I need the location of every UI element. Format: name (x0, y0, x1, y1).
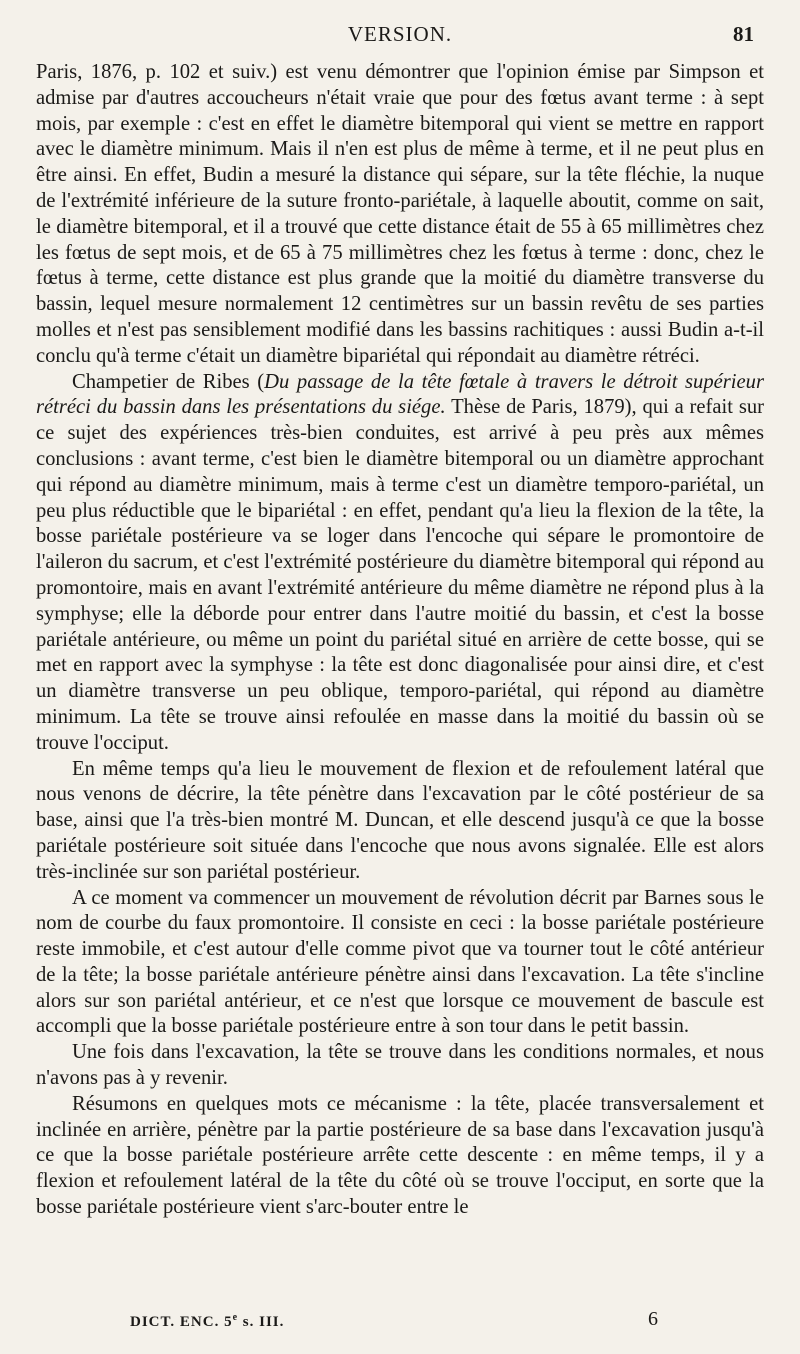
text-segment: A ce moment va commencer un mouvement de révolution décrit par Barnes sous le nom de courbe du faux promontoire. Il consiste en ceci : la bosse pariétale postérieure reste immobile, et c'est autour d'elle comme pivot que va tourner tout le côté antérieur de la tête; la bosse pariétale antérieure pénètre ainsi dans l'excavation. La tête s'incline alors sur son pariétal antérieur, et ce n'est que lorsque ce mouvement de bascule est accompli que la bosse pariétale postérieure entre à son tour dans le petit bassin. (36, 886, 764, 1038)
paragraph-6 (36, 1092, 764, 1221)
body-text (36, 60, 764, 1221)
sheet-number: 6 (648, 1308, 658, 1330)
printer-signature: DICT. ENC. 5e s. III. (130, 1312, 285, 1330)
paragraph-4 (36, 886, 764, 1041)
text-segment: En même temps qu'a lieu le mouvement de flexion et de refoulement latéral que nous venons de décrire, la tête pénètre dans l'excavation par le côté postérieur de sa base, ainsi que l'a très-bien montré M. Duncan, et elle descend jusqu'à ce que la bosse pariétale postérieure soit située dans l'encoche que nous avons signalée. Elle est alors très-inclinée sur son pariétal postérieur. (36, 757, 764, 883)
text-segment: Une fois dans l'excavation, la tête se trouve dans les conditions normales, et nous n'avons pas à y revenir. (36, 1041, 764, 1090)
text-segment: Champetier de Ribes ( (72, 370, 265, 393)
paragraph-5 (36, 1040, 764, 1092)
running-title: VERSION. (347, 22, 453, 46)
footer (0, 1308, 800, 1342)
paragraph-2 (36, 370, 764, 757)
thesis-title: Du passage de la tête fœtale à travers le détroit supérieur rétréci du bassin dans les présentations du siége. (36, 370, 764, 419)
running-head (0, 22, 800, 52)
paragraph-1 (36, 60, 764, 370)
paragraph-3 (36, 757, 764, 886)
text-segment: Thèse de Paris, 1879), qui a refait sur ce sujet des expériences très-bien conduites, est arrivé à peu près aux mêmes conclusions : avant terme, c'est bien le diamètre bitemporal ou un diamètre approchant qui répond au diamètre minimum, mais à terme c'est un diamètre temporo-pariétal, un peu plus réductible que le bipariétal : en effet, pendant qu'a lieu la flexion de la tête, la bosse pariétale postérieure va se loger dans l'encoche qui sépare le promontoire de l'aileron du sacrum, et c'est l'extrémité postérieure du diamètre bitemporal qui répond au promontoire, mais en avant l'extrémité antérieure du même diamètre ne répond plus à la symphyse; elle la déborde pour entrer dans l'autre moitié du bassin, et c'est la bosse pariétale antérieure, ou même un point du pariétal situé en arrière de cette bosse, qui se met en rapport avec la symphyse : la tête est donc diagonalisée pour ainsi dire, et c'est un diamètre transverse un peu oblique, temporo-pariétal, qui répond au diamètre minimum. La tête se trouve ainsi refoulée en masse dans la moitié du bassin où se trouve l'occiput. (36, 396, 764, 754)
page-number: 81 (733, 22, 754, 46)
text-segment: Paris, 1876, p. 102 et suiv.) est venu démontrer que l'opinion émise par Simpson et admise par d'autres accoucheurs n'était vraie que pour des fœtus avant terme : à sept mois, par exemple : c'est en effet le diamètre bitemporal qui vient se mettre en rapport avec le diamètre minimum. Mais il n'en est plus de même à terme, et il ne peut plus en être ainsi. En effet, Budin a mesuré la distance qui sépare, sur la tête fléchie, la nuque de l'extrémité inférieure de la suture fronto-pariétale, à laquelle aboutit, comme on sait, le diamètre bitemporal, et il a trouvé que cette distance était de 55 à 65 millimètres chez les fœtus de sept mois, et de 65 à 75 millimètres chez les fœtus à terme : donc, chez le fœtus à terme, cette distance est plus grande que la moitié du diamètre transverse du bassin, lequel mesure normalement 12 centimètres sur un bassin revêtu de ses parties molles et n'est pas sensiblement modifié dans les bassins rachitiques : aussi Budin a-t-il conclu qu'à terme c'était un diamètre bipariétal qui répondait au diamètre rétréci. (36, 61, 764, 367)
text-segment: Résumons en quelques mots ce mécanisme : la tête, placée transversalement et inclinée en arrière, pénètre par la partie postérieure de sa base dans l'excavation jusqu'à ce que la bosse pariétale postérieure arrête cette descente : en même temps, il y a flexion et refoulement latéral de la tête du côté où se trouve l'occiput, en sorte que la bosse pariétale postérieure vient s'arc-bouter entre le (36, 1092, 764, 1219)
